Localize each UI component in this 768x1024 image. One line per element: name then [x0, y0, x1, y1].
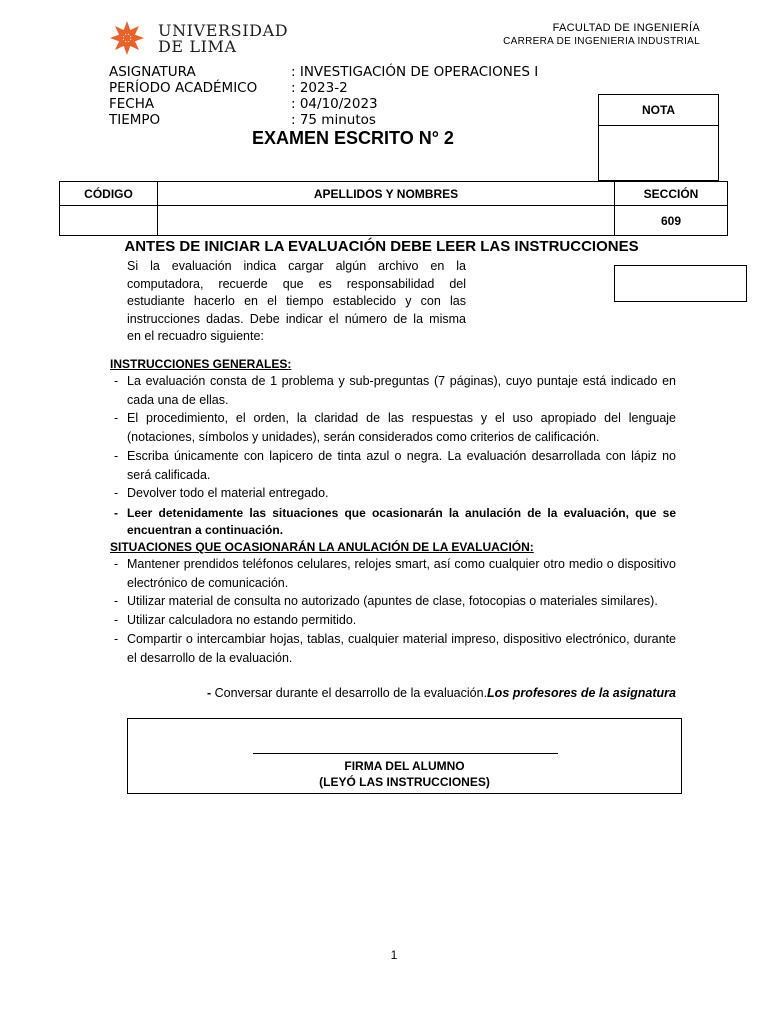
grade-box — [598, 94, 719, 181]
student-code-cell — [60, 206, 158, 236]
annulment-heading: SITUACIONES QUE OCASIONARÁN LA ANULACIÓN DE LA EVALUACIÓN: — [110, 540, 534, 554]
intro-line: en el recuadro siguiente: — [127, 329, 264, 343]
list-item: - Compartir o intercambiar hojas, tablas, cualquier material impreso, dispositivo electrónico, durante el desarrollo de la evaluación. — [114, 631, 676, 665]
file-number-box — [614, 265, 747, 302]
table-header-row — [60, 182, 728, 206]
meta-value-subject: : INVESTIGACIÓN DE OPERACIONES I — [291, 64, 539, 80]
logo-text-line2: DE LIMA — [158, 37, 237, 56]
intro-line: instrucciones dadas. Debe indicar el número de la misma — [127, 311, 466, 326]
signature-sublabel: (LEYÓ LAS INSTRUCCIONES) — [319, 775, 490, 789]
header-code: CÓDIGO — [60, 182, 158, 206]
list-item: - La evaluación consta de 1 problema y sub-preguntas (7 páginas), cuyo puntaje está indicado en cada una de ellas. — [114, 374, 676, 407]
meta-value-date: : 04/10/2023 — [291, 96, 378, 112]
meta-label-time: TIEMPO — [109, 112, 161, 128]
general-instructions-heading: INSTRUCCIONES GENERALES: — [110, 357, 292, 371]
intro-line: estudiante hacerlo en el tiempo establecido y con las — [127, 294, 466, 308]
meta-value-time: : 75 minutos — [291, 112, 376, 128]
general-instructions-list — [114, 372, 676, 539]
meta-label-subject: ASIGNATURA — [109, 64, 196, 80]
signature-box — [127, 718, 682, 794]
signature-line — [253, 753, 558, 754]
meta-label-date: FECHA — [109, 96, 155, 112]
meta-value-period: : 2023-2 — [291, 80, 348, 96]
instructions-warning: ANTES DE INICIAR LA EVALUACIÓN DEBE LEER LAS INSTRUCCIONES — [124, 238, 639, 255]
signature-label: FIRMA DEL ALUMNO — [344, 759, 465, 773]
header-names: APELLIDOS Y NOMBRES — [158, 182, 615, 206]
grade-box-label: NOTA — [599, 95, 718, 126]
logo-text-line1: UNIVERSIDAD — [158, 21, 289, 40]
faculty-name: FACULTAD DE INGENIERÍA — [552, 22, 700, 34]
list-item: - El procedimiento, el orden, la claridad de las respuestas y el uso apropiado del lenguaje (notaciones, símbolos y unidades), serán considerados como criterios de calificación. — [114, 411, 676, 445]
header-section: SECCIÓN — [615, 182, 728, 206]
intro-line: computadora, recuerde que es responsabilidad del — [127, 276, 466, 291]
section-cell: 609 — [615, 206, 728, 236]
list-item: - Utilizar material de consulta no autorizado (apuntes de clase, fotocopias o materiales similares). — [114, 594, 658, 609]
list-item: - Utilizar calculadora no estando permitido. — [114, 613, 357, 628]
intro-line: Si la evaluación indica cargar algún archivo en la — [127, 259, 466, 273]
annulment-list — [114, 555, 676, 667]
last-annulment-item: - Conversar durante el desarrollo de la evaluación.Los profesores de la asignatura — [207, 686, 676, 700]
list-item: - Leer detenidamente las situaciones que ocasionarán la anulación de la evaluación, que se encuentran a continuación. — [114, 505, 676, 537]
student-info-table — [59, 181, 728, 236]
list-item: - Devolver todo el material entregado. — [114, 486, 329, 501]
file-upload-instructions — [127, 258, 466, 346]
last-item-text: Conversar durante el desarrollo de la evaluación. — [214, 686, 488, 700]
professors-signoff: Los profesores de la asignatura — [487, 686, 676, 700]
exam-meta — [109, 64, 569, 130]
university-logo — [106, 20, 316, 56]
meta-label-period: PERÍODO ACADÉMICO — [109, 80, 258, 96]
student-name-cell — [158, 206, 615, 236]
list-item: - Escriba únicamente con lapicero de tinta azul o negra. La evaluación desarrollada con lápiz no será calificada. — [114, 448, 676, 482]
page-number: 1 — [390, 948, 398, 962]
career-name: CARRERA DE INGENIERIA INDUSTRIAL — [503, 36, 700, 47]
exam-title: EXAMEN ESCRITO N° 2 — [252, 128, 454, 148]
logo-flower-icon — [106, 20, 152, 56]
list-item: - Mantener prendidos teléfonos celulares, relojes smart, así como cualquier otro medio o dispositivo electrónico de comunicación. — [114, 557, 676, 590]
table-row — [60, 206, 728, 236]
